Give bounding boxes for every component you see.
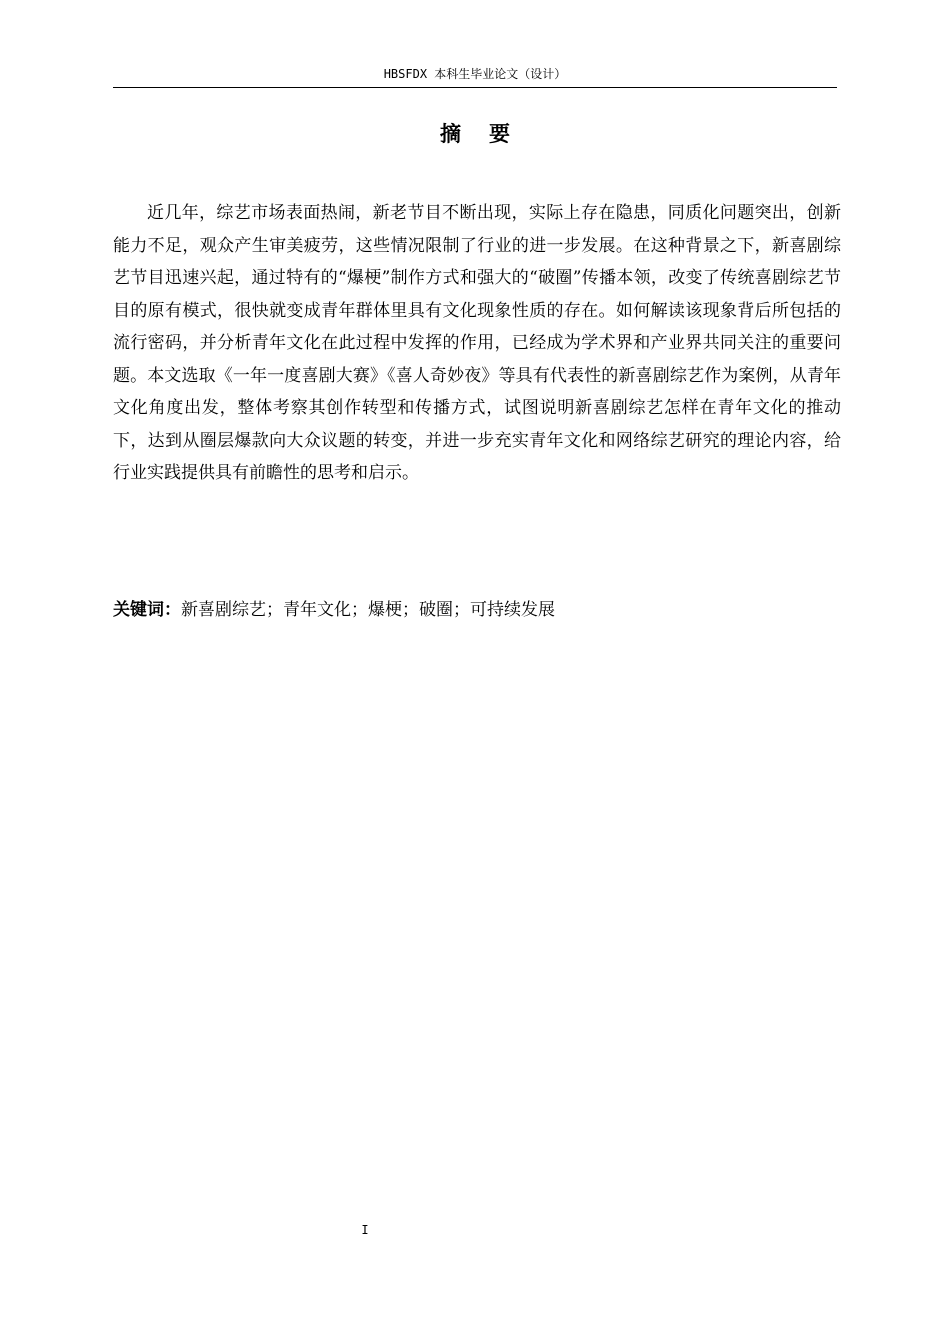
abstract-body: 近几年，综艺市场表面热闹，新老节目不断出现，实际上存在隐患，同质化问题突出，创新能力不足，观众产生审美疲劳，这些情况限制了行业的进一步发展。在这种背景之下，新喜剧综艺节目迅速兴起，通过特有的“爆梗”制作方式和强大的“破圈”传播本领，改变了传统喜剧综艺节目的原有模式，很快就变成青年群体里具有文化现象性质的存在。如何解读该现象背后所包括的流行密码，并分析青年文化在此过程中发挥的作用，已经成为学术界和产业界共同关注的重要问题。本文选取《一年一度喜剧大赛》《喜人奇妙夜》等具有代表性的新喜剧综艺作为案例，从青年文化角度出发，整体考察其创作转型和传播方式，试图说明新喜剧综艺怎样在青年文化的推动下，达到从圈层爆款向大众议题的转变，并进一步充实青年文化和网络综艺研究的理论内容，给行业实践提供具有前瞻性的思考和启示。 bbox=[113, 203, 841, 483]
keywords-line bbox=[113, 594, 841, 626]
keywords-label: 关键词： bbox=[113, 600, 181, 620]
keywords-text: 新喜剧综艺；青年文化；爆梗；破圈；可持续发展 bbox=[181, 600, 555, 620]
running-header: HBSFDX 本科生毕业论文（设计） bbox=[383, 67, 567, 81]
page-number: I bbox=[361, 1223, 369, 1237]
abstract-title: 摘要 bbox=[440, 122, 538, 146]
header-rule bbox=[113, 87, 837, 88]
